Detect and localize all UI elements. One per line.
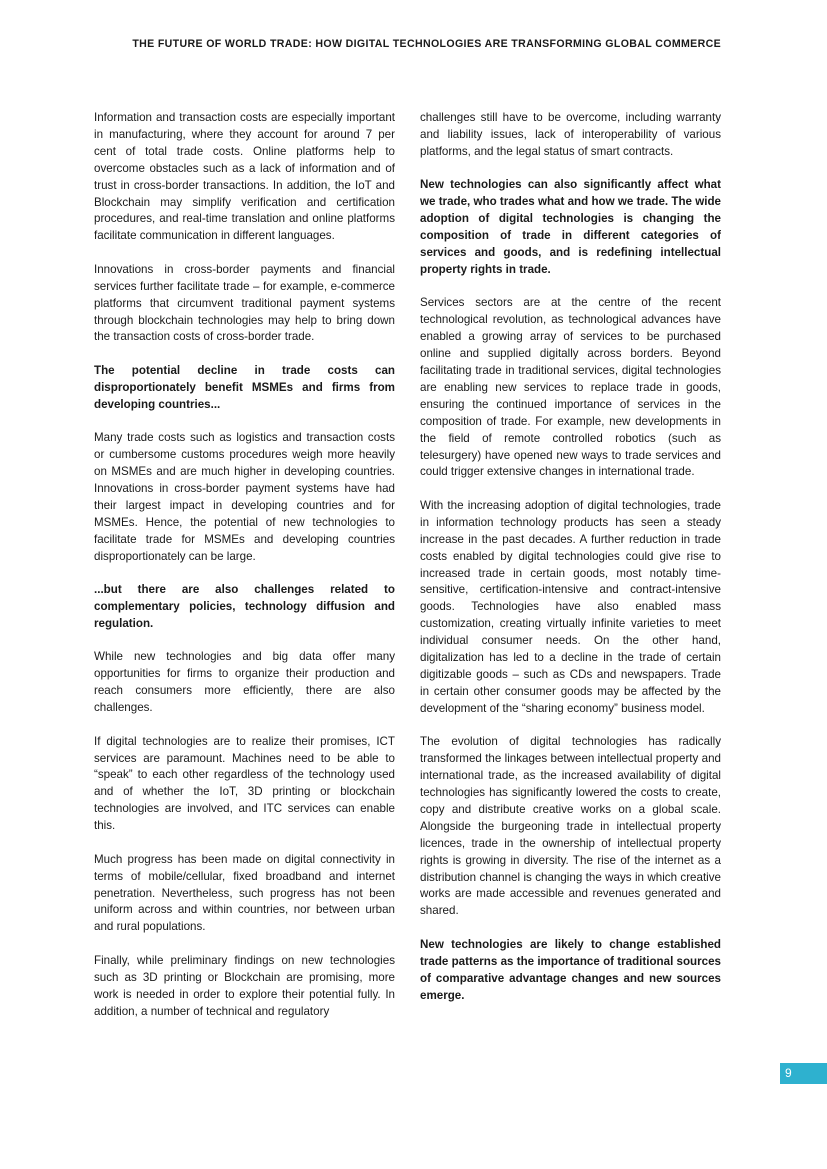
right-column — [420, 110, 721, 1021]
body-paragraph: If digital technologies are to realize their promises, ICT services are paramount. Machines need to be able to “speak” to each other regardless of the technology used and of whether the IoT, 3D printing or blockchain technologies are involved, and ITC services can enable this. — [94, 734, 395, 833]
page-number-badge: 9 — [780, 1063, 827, 1084]
body-paragraph: While new technologies and big data offer many opportunities for firms to organize their production and reach consumers more efficiently, there are also challenges. — [94, 650, 395, 715]
key-finding-heading: ...but there are also challenges related to complementary policies, technology diffusion and regulation. — [94, 583, 395, 630]
body-paragraph: Finally, while preliminary findings on new technologies such as 3D printing or Blockchain are promising, more work is needed in order to explore their potential fully. In addition, a number of technical and regulatory — [94, 953, 395, 1018]
body-paragraph: Many trade costs such as logistics and transaction costs or cumbersome customs procedures weigh more heavily on MSMEs and are much higher in developing countries. Innovations in cross-border payment systems have had their largest impact in developing countries and for MSMEs. Hence, the potential of new technologies to facilitate trade for MSMEs and developing countries disproportionately can be large. — [94, 431, 395, 563]
body-paragraph: challenges still have to be overcome, including warranty and liability issues, lack of interoperability of various platforms, and the legal status of smart contracts. — [420, 111, 721, 158]
key-finding-heading: The potential decline in trade costs can disproportionately benefit MSMEs and firms from developing countries... — [94, 363, 395, 411]
body-paragraph: With the increasing adoption of digital technologies, trade in information technology products has seen a steady increase in the past decades. A further reduction in trade costs enabled by digital technologies could give rise to increased trade in certain goods, most notably time-sensitive, certification-intensive and contract-intensive goods. Technologies have also enabled mass customization, creating virtually infinite varieties to meet individual consumer needs. On the other hand, digitalization has led to a decline in the trade of certain digitizable goods – such as CDs and newspapers. Trade in certain other consumer goods may be affected by the development of the “sharing economy” business model. — [420, 498, 721, 715]
body-paragraph: Much progress has been made on digital connectivity in terms of mobile/cellular, fixed broadband and internet penetration. Nevertheless, such progress has not been uniform across and within countries, nor between urban and rural populations. — [94, 852, 395, 934]
key-finding-heading: New technologies are likely to change established trade patterns as the importance of traditional sources of comparative advantage changes and new sources emerge. — [420, 937, 721, 1002]
body-paragraph: Information and transaction costs are especially important in manufacturing, where they account for around 7 per cent of total trade costs. Online platforms help to overcome obstacles such as a lack of information and of trust in cross-border transactions. In addition, the IoT and Blockchain may simplify verification and certification procedures, and real-time translation and online platforms facilitate communication in different languages. — [94, 111, 395, 243]
body-paragraph: Services sectors are at the centre of the recent technological revolution, as technological advances have enabled a growing array of services to be purchased online and supplied digitally across borders. Beyond facilitating trade in traditional services, digital technologies are enabling new services to replace trade in goods, ensuring the continued importance of services in the composition of trade. For example, new developments in the field of remote controlled robotics (such as telesurgery) have opened new ways to trade services and could trigger extensive changes in international trade. — [420, 296, 721, 479]
body-paragraph: Innovations in cross-border payments and financial services further facilitate trade – for example, e-commerce platforms that circumvent traditional payment systems through blockchain technologies may help to bring down the transaction costs of cross-border trade. — [94, 262, 395, 344]
left-column — [94, 110, 395, 1037]
key-finding-heading: New technologies can also significantly affect what we trade, who trades what and how we trade. The wide adoption of digital technologies is changing the composition of trade in different categories of services and goods, and is redefining intellectual property rights in trade. — [420, 178, 721, 276]
running-header: THE FUTURE OF WORLD TRADE: HOW DIGITAL TECHNOLOGIES ARE TRANSFORMING GLOBAL COMMERCE — [132, 38, 721, 50]
body-paragraph: The evolution of digital technologies has radically transformed the linkages between intellectual property and international trade, as the increased availability of digital technologies has significantly lowered the costs to create, copy and distribute creative works on a global scale. Alongside the burgeoning trade in intellectual property licences, trade in the ownership of intellectual property rights is growing in diversity. The rise of the internet as a distribution channel is changing the ways in which creative works are made accessible and revenues generated and shared. — [420, 735, 721, 918]
